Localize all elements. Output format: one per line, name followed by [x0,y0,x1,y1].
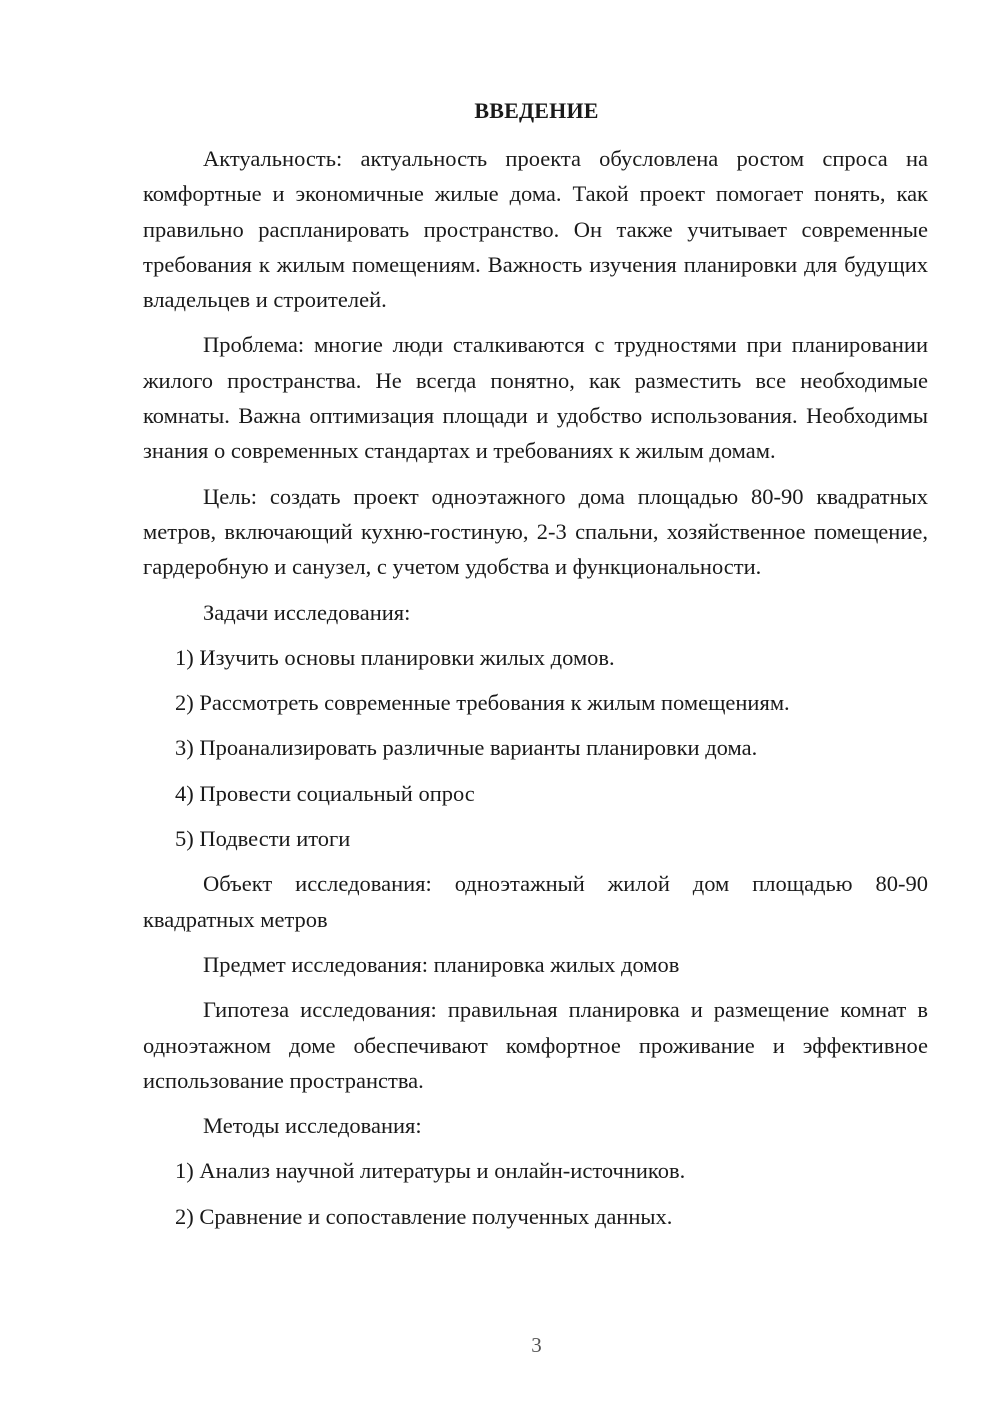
goal-paragraph: Цель: создать проект одноэтажного дома площадью 80-90 квадратных метров, включающий кухню-гостиную, 2-3 спальни, хозяйственное помещение, гардеробную и санузел, с учетом удобства и функциональности. [143,483,928,580]
list-item: 3) Проанализировать различные варианты планировки дома. [175,735,758,761]
list-item: 4) Провести социальный опрос [175,780,475,806]
list-item: 5) Подвести итоги [175,826,351,852]
relevance-paragraph: Актуальность: актуальность проекта обусловлена ростом спроса на комфортные и экономичные жилые дома. Такой проект помогает понять, как правильно распланировать пространство. Он также учитывает современные требования к жилым помещениям. Важность изучения планировки для будущих владельцев и строителей. [143,146,928,313]
list-item: 1) Анализ научной литературы и онлайн-источников. [175,1158,686,1184]
object-paragraph: Объект исследования: одноэтажный жилой дом площадью 80-90 квадратных метров [143,871,928,932]
methods-heading: Методы исследования: [203,1113,422,1139]
methods-list [143,1153,928,1234]
problem-paragraph: Проблема: многие люди сталкиваются с трудностями при планировании жилого пространства. Не всегда понятно, как разместить все необходимые комнаты. Важна оптимизация площади и удобство использования. Необходимы знания о современных стандартах и требованиях к жилым домам. [143,332,928,464]
tasks-list [143,640,928,856]
hypothesis-paragraph: Гипотеза исследования: правильная планировка и размещение комнат в одноэтажном доме обеспечивают комфортное проживание и эффективное использование пространства. [143,997,928,1093]
list-item: 2) Сравнение и сопоставление полученных данных. [175,1203,673,1229]
list-item: 2) Рассмотреть современные требования к жилым помещениям. [175,690,790,716]
subject-paragraph: Предмет исследования: планировка жилых домов [203,951,680,977]
tasks-heading: Задачи исследования: [203,599,411,625]
page-number: 3 [531,1333,542,1357]
list-item: 1) Изучить основы планировки жилых домов. [175,644,615,670]
document-body [143,141,928,1244]
section-heading: ВВЕДЕНИЕ [474,98,599,123]
